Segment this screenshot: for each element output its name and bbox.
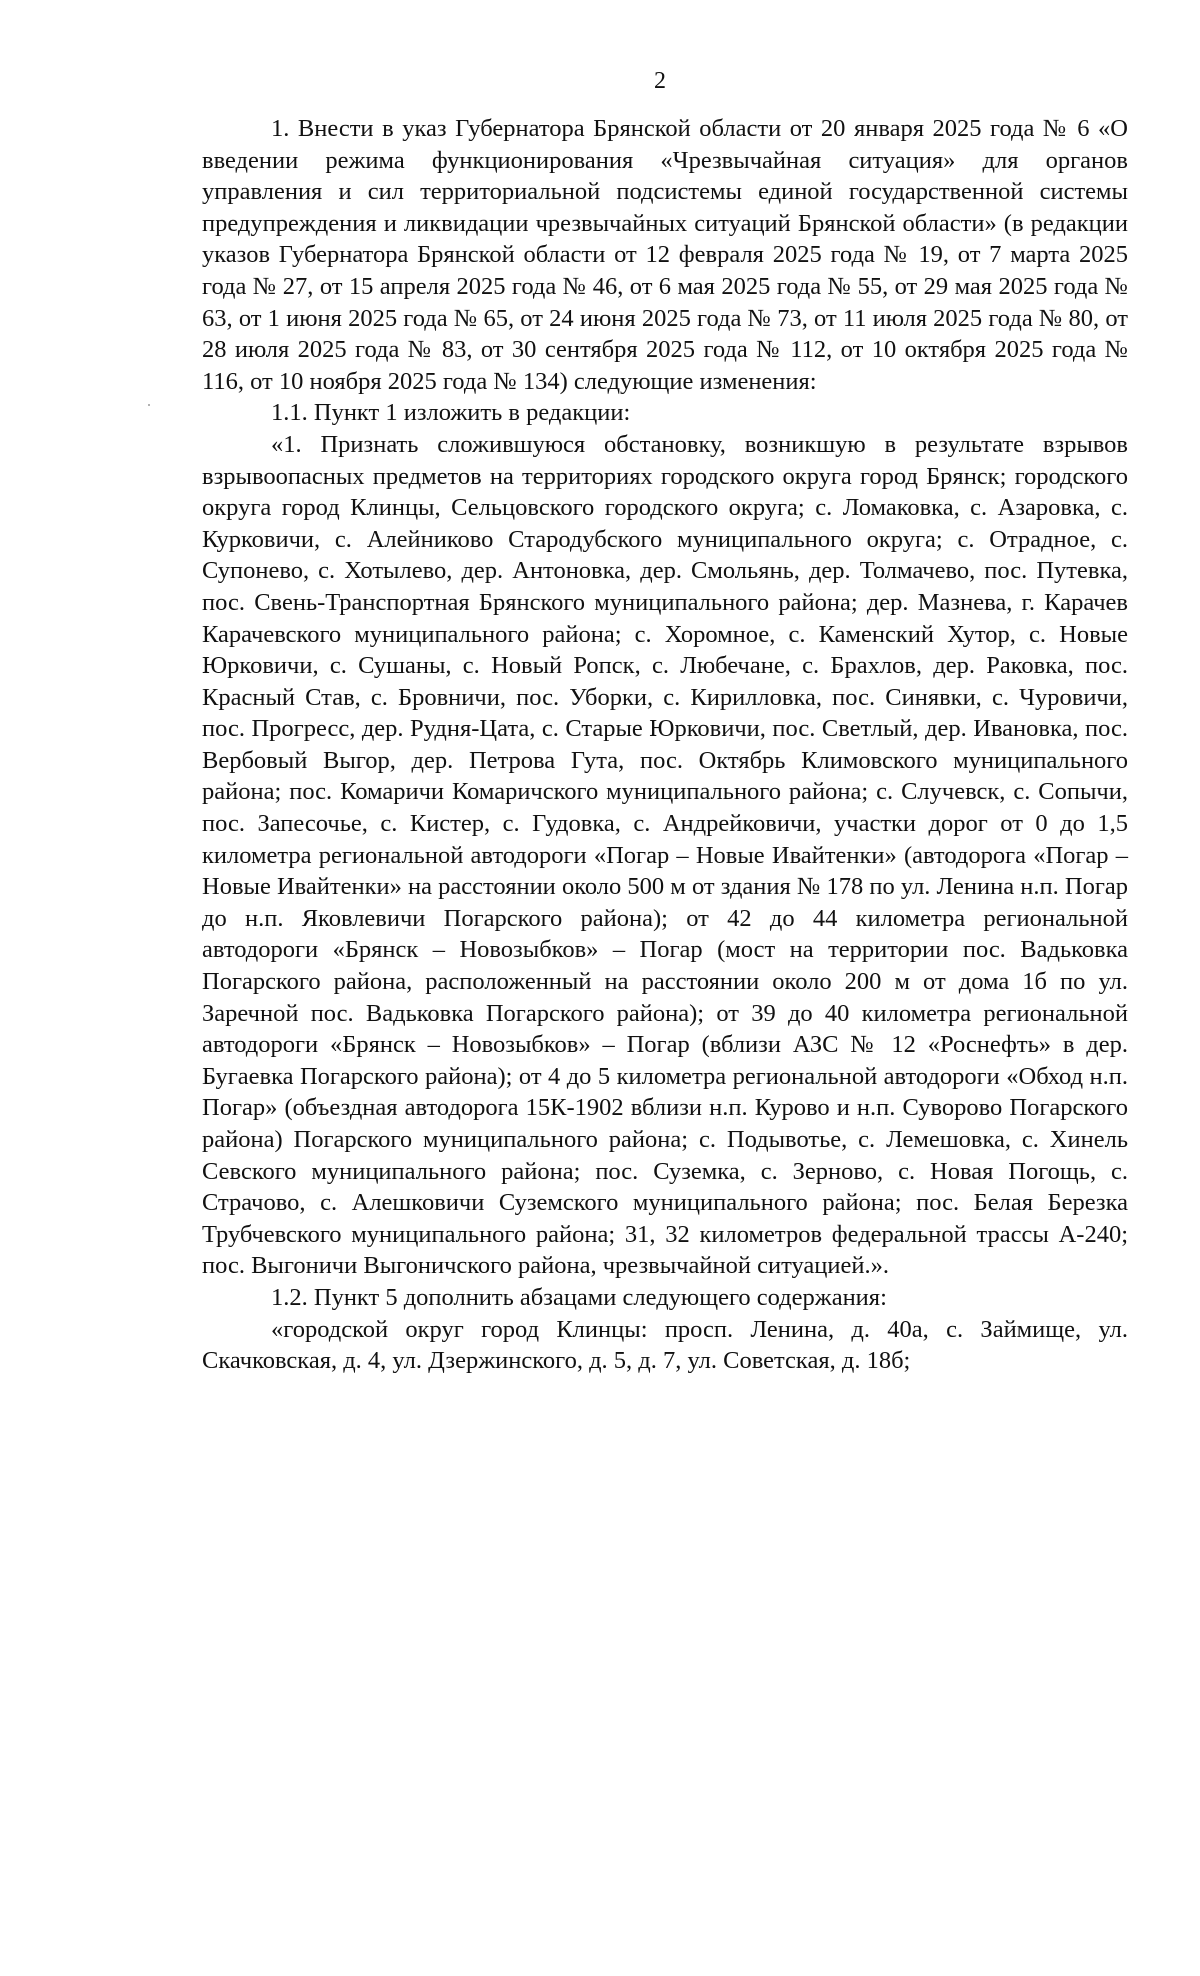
paragraph-item-1-2: 1.2. Пункт 5 дополнить абзацами следующего содержания: xyxy=(271,1283,887,1311)
paragraph-item-1-1: 1.1. Пункт 1 изложить в редакции: xyxy=(271,399,631,427)
paragraph-emergency-territories: «1. Признать сложившуюся обстановку, возникшую в результате взрывов взрывоопасных предметов на территориях городского округа город Брянск; городского округа город Клинцы, Сельцовского городского округа; с. Ломаковка, с. Азаровка, с. Курковичи, с. Алейниково Стародубского муниципального округа; с. Отрадное, с. Супонево, с. Хотылево, дер. Антоновка, дер. Смольянь, дер. Толмачево, пос. Путевка, пос. Свень-Транспортная Брянского муниципального района; дер. Мазнева, г. Карачев Карачевского муниципального района; с. Хоромное, с. Каменский Хутор, с. Новые Юрковичи, с. Сушаны, с. Новый Ропск, с. Любечане, с. Брахлов, дер. Раковка, пос. Красный Став, с. Бровничи, пос. Уборки, с. Кирилловка, пос. Синявки, с. Чуровичи, пос. Прогресс, дер. Рудня-Цата, с. Старые Юрковичи, пос. Светлый, дер. Ивановка, пос. Вербовый Выгор, дер. Петрова Гута, пос. Октябрь Климовского муниципального района; пос. Комаричи Комаричского муниципального района; с. Случевск, с. Сопычи, пос. Запесочье, с. Кистер, с. Гудовка, с. Андрейковичи, участки дорог от 0 до 1,5 километра региональной автодороги «Погар – Новые Ивайтенки» (автодорога «Погар – Новые Ивайтенки» на расстоянии около 500 м от здания № 178 по ул. Ленина н.п. Погар до н.п. Яковлевичи Погарского района); от 42 до 44 километра региональной автодороги «Брянск – Новозыбков» – Погар (мост на территории пос. Вадьковка Погарского района, расположенный на расстоянии около 200 м от дома 1б по ул. Заречной пос. Вадьковка Погарского района); от 39 до 40 километра региональной автодороги «Брянск – Новозыбков» – Погар (вблизи АЗС № 12 «Роснефть» в дер. Бугаевка Погарского района); от 4 до 5 километра региональной автодороги «Обход н.п. Погар» (объездная автодорога 15К-1902 вблизи н.п. Курово и н.п. Суворово Погарского района) Погарского муниципального района; с. Подывотье, с. Лемешовка, с. Хинель Севского муниципального района; пос. Суземка, с. Зерново, с. Новая Погощь, с. Страчово, с. Алешковичи Суземского муниципального района; пос. Белая Березка Трубчевского муниципального района; 31, 32 километров федеральной трассы А-240; пос. Выгоничи Выгоничского района, чрезвычайной ситуацией.». xyxy=(202,430,1128,1280)
scan-speck xyxy=(148,404,150,406)
page-number: 2 xyxy=(654,68,666,94)
paragraph-klintsy-addresses: «городской округ город Клинцы: просп. Ленина, д. 40а, с. Займище, ул. Скачковская, д. 4, ул. Дзержинского, д. 5, д. 7, ул. Советская, д. 18б; xyxy=(202,1315,1128,1375)
paragraph-amend-decree: 1. Внести в указ Губернатора Брянской области от 20 января 2025 года № 6 «О введении режима функционирования «Чрезвычайная ситуация» для органов управления и сил территориальной подсистемы единой государственной системы предупреждения и ликвидации чрезвычайных ситуаций Брянской области» (в редакции указов Губернатора Брянской области от 12 февраля 2025 года № 19, от 7 марта 2025 года № 27, от 15 апреля 2025 года № 46, от 6 мая 2025 года № 55, от 29 мая 2025 года № 63, от 1 июня 2025 года № 65, от 24 июня 2025 года № 73, от 11 июля 2025 года № 80, от 28 июля 2025 года № 83, от 30 сентября 2025 года № 112, от 10 октября 2025 года № 116, от 10 ноября 2025 года № 134) следующие изменения: xyxy=(202,115,1128,395)
decree-body xyxy=(202,113,1128,1377)
